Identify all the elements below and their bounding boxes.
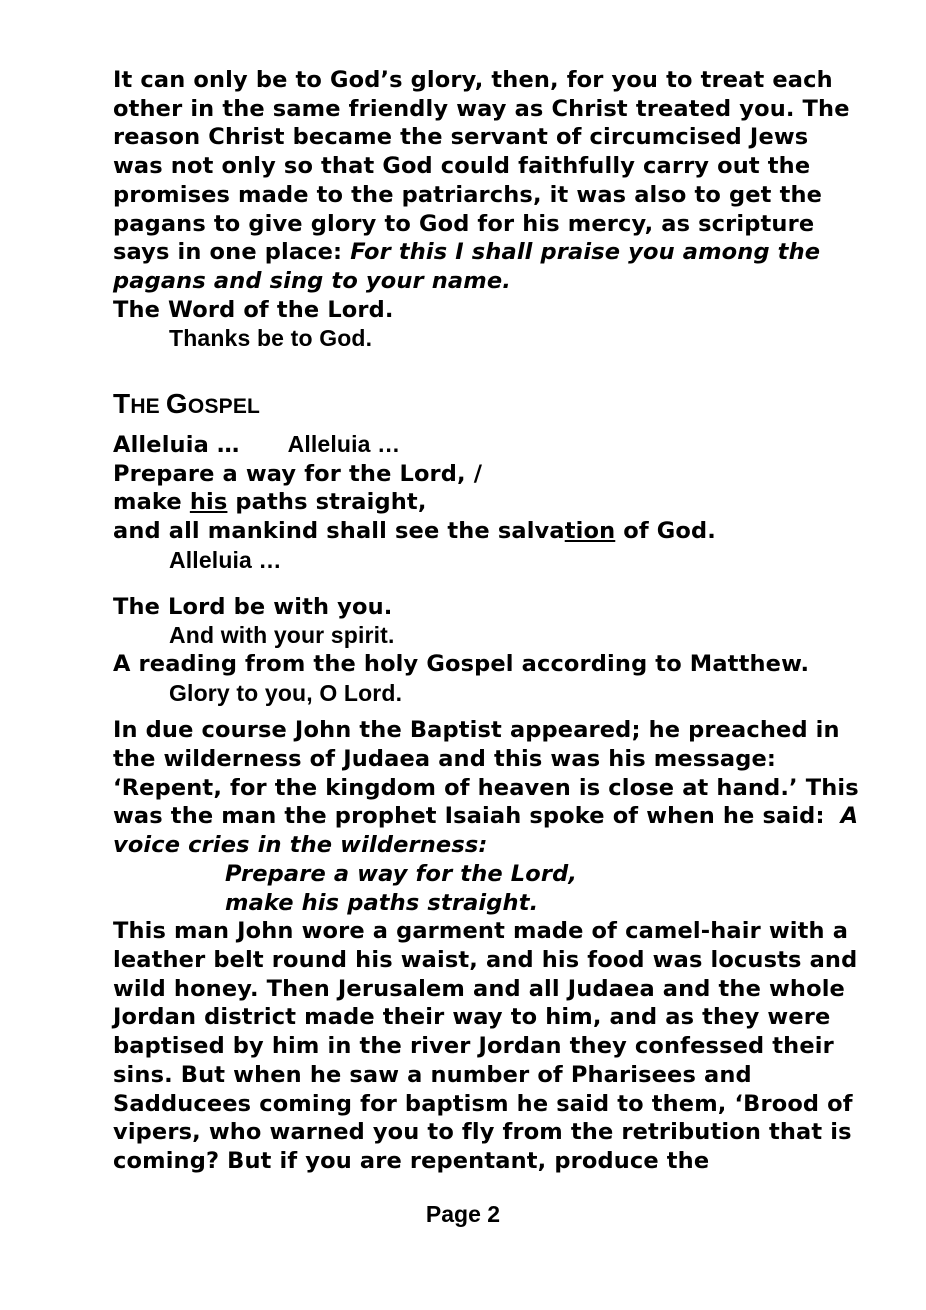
dialogue-line: A reading from the holy Gospel according to Matthew. [113, 650, 810, 677]
gospel-line: In due course John the Baptist appeared; he preached in [113, 717, 840, 744]
acclamation-text: and all mankind shall see the salva [113, 518, 565, 545]
alleluia-response: Alleluia … [287, 431, 401, 458]
reading-line: promises made to the patriarchs, it was also to get the [113, 181, 823, 208]
heading-text: T [113, 388, 131, 420]
section-heading [113, 387, 833, 424]
acclamation-line [113, 517, 833, 546]
acclamation-text: paths straight, [227, 489, 427, 516]
reading-line: other in the same friendly way as Christ treated you. The [113, 95, 850, 122]
acclamation-line: Prepare a way for the Lord, / [113, 460, 483, 487]
heading-text: HE [130, 395, 166, 419]
gospel-line: baptised by him in the river Jordan they confessed their [113, 1033, 834, 1060]
scripture-quote: pagans and sing to your name. [113, 267, 511, 294]
response: Thanks be to God. [169, 325, 373, 352]
acclamation-text: his [189, 489, 228, 516]
heading-text: OSPEL [187, 395, 261, 419]
response: Alleluia … [169, 546, 282, 573]
gospel-line [113, 802, 859, 831]
gospel-line: the wilderness of Judaea and this was his message: [113, 746, 777, 773]
reading-line: It can only be to God’s glory, then, for you to treat each [113, 67, 833, 93]
reading-line: reason Christ became the servant of circumcised Jews [113, 124, 809, 151]
dialogue-line: The Lord be with you. [113, 593, 393, 620]
gospel-line: vipers, who warned you to fly from the retribution that is [113, 1119, 852, 1146]
acclamation-text: tion [564, 518, 616, 545]
acclamation-text: make [113, 489, 190, 516]
page-number: Page 2 [425, 1201, 501, 1227]
scripture-quote: Prepare a way for the Lord, [225, 860, 578, 887]
gospel-line: coming? But if you are repentant, produce the [113, 1147, 710, 1174]
scripture-quote: voice cries in the wilderness: [113, 832, 488, 859]
reading-line [113, 238, 833, 267]
response: And with your spirit. [169, 622, 395, 649]
gospel-line: ‘Repent, for the kingdom of heaven is close at hand.’ This [113, 774, 859, 801]
alleluia-line [113, 430, 833, 460]
acclamation-line [113, 488, 833, 517]
reading-text: says in one place: [113, 239, 351, 266]
reading-line: was not only so that God could faithfully carry out the [113, 153, 811, 180]
gospel-line: sins. But when he saw a number of Pharisees and [113, 1061, 752, 1088]
gospel-line: wild honey. Then Jerusalem and all Judaea and the whole [113, 975, 845, 1002]
word-of-the-lord: The Word of the Lord. [113, 296, 394, 323]
scripture-quote: make his paths straight. [225, 889, 539, 916]
reading-line: pagans to give glory to God for his mercy, as scripture [113, 210, 815, 237]
scripture-quote: A [840, 803, 859, 830]
page-content [113, 66, 859, 1176]
scripture-quote: For this I shall praise you among the [350, 239, 821, 266]
gospel-line: Jordan district made their way to him, and as they were [113, 1004, 831, 1031]
heading-text: G [165, 388, 188, 420]
acclamation-text: of God. [615, 518, 716, 545]
response: Glory to you, O Lord. [169, 679, 403, 706]
gospel-line: leather belt round his waist, and his food was locusts and [113, 946, 858, 973]
gospel-line: This man John wore a garment made of camel-hair with a [113, 918, 849, 945]
alleluia-verse: Alleluia … [113, 432, 240, 459]
gospel-line: Sadducees coming for baptism he said to them, ‘Brood of [113, 1090, 853, 1117]
gospel-text: was the man the prophet Isaiah spoke of when he said: [113, 803, 841, 830]
